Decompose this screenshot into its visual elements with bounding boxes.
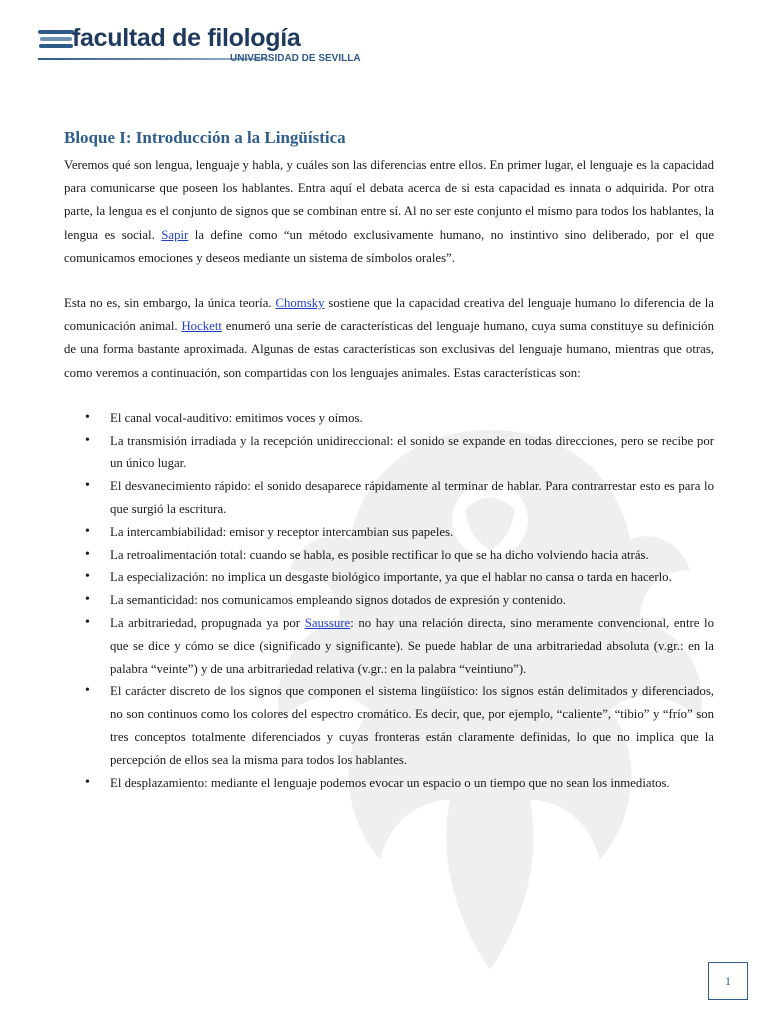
logo-stripes-icon [38,30,74,56]
paragraph-text: sostiene que la capacidad creativa del lenguaje humano lo diferencia de la comunicación animal. [64,296,714,334]
faculty-logo [38,24,368,70]
paragraph-text: la define como “un método exclusivamente humano, no instintivo sino deliberado, por el que comunicamos emociones y deseos mediante un sistema de símbolos orales”. [64,227,714,265]
list-item: • El desplazamiento: mediante el lenguaje podemos evocar un espacio o un tiempo que no sean los inmediatos. [64,772,714,795]
list-item-text: : no hay una relación directa, sino meramente convencional, entre lo que se dice y cómo se dice (significado y significante). Se puede hablar de una arbitrariedad absoluta (v.gr.: en la palabra “veinte”) y de una arbitrariedad relativa (v.gr.: en la palabra “veintiuno”). [110,616,715,676]
page-number: 1 [708,962,748,1000]
link-hockett[interactable]: Hockett [181,319,222,334]
document-body [64,128,714,794]
list-item [64,612,714,680]
logo-title: facultad de filología [72,24,301,52]
paragraph-text: enumeró una serie de características del lenguaje humano, cuya suma constituye su definición de una forma bastante aproximada. Algunas de estas características son exclusivas del lenguaje humano, mientras que otras, como veremos a continuación, son compartidas con los lenguajes animales. Estas características son: [64,319,714,380]
paragraph-intro [64,154,714,270]
paragraph-text: Esta no es, sin embargo, la única teoría. [64,296,276,311]
list-item: • La especialización: no implica un desgaste biológico importante, ya que el hablar no cansa o tarda en hacerlo. [64,566,714,589]
list-item: • La semanticidad: nos comunicamos empleando signos dotados de expresión y contenido. [64,589,714,612]
paragraph-theories [64,292,714,385]
link-sapir[interactable]: Sapir [161,227,189,242]
features-list [64,407,714,795]
paragraph-text: Veremos qué son lengua, lenguaje y habla, y cuáles son las diferencias entre ellos. En primer lugar, el lenguaje es la capacidad para comunicarse que poseen los hablantes. Entra aquí el debata acerca de si esta capacidad es innata o adquirida. Por otra parte, la lengua es el conjunto de signos que se combinan entre sí. Al no ser este conjunto el mismo para todos los hablantes, la lengua es social. [64,158,714,242]
list-item: • El canal vocal-auditivo: emitimos voces y oímos. [64,407,714,430]
section-title: Bloque I: Introducción a la Lingüística [64,128,346,147]
list-item-text: La arbitrariedad, propugnada ya por [110,616,305,630]
list-item: • El carácter discreto de los signos que componen el sistema lingüístico: los signos están delimitados y diferenciados, no son continuos como los colores del espectro cromático. Es decir, que, por ejemplo, “caliente”, “tibio” y “frío” son tres conceptos totalmente diferenciados y cuyas fronteras están claramente definidas, lo que no implica que la percepción de ellos sea la misma para todos los hablantes. [64,680,714,771]
link-saussure[interactable]: Saussure [304,616,351,630]
list-item: • La retroalimentación total: cuando se habla, es posible rectificar lo que se ha dicho volviendo hacia atrás. [64,544,714,567]
link-chomsky[interactable]: Chomsky [275,296,325,311]
logo-subtitle: UNIVERSIDAD DE SEVILLA [230,53,361,64]
list-item: • La transmisión irradiada y la recepción unidireccional: el sonido se expande en todas direcciones, pero se recibe por un único lugar. [64,430,714,476]
list-item: • La intercambiabilidad: emisor y receptor intercambian sus papeles. [64,521,714,544]
list-item: • El desvanecimiento rápido: el sonido desaparece rápidamente al terminar de hablar. Para contrarrestar esto es para lo que surgió la escritura. [64,475,714,521]
